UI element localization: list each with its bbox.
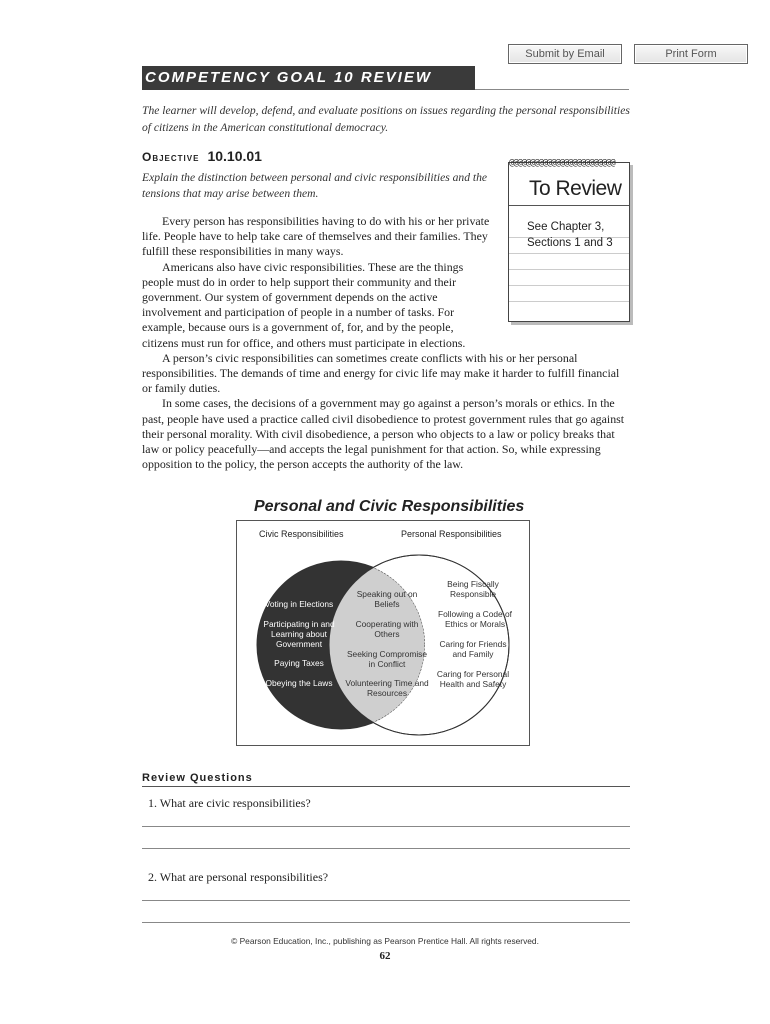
shared-item: Volunteering Time and Resources [345,678,429,698]
shared-item: Speaking out on Beliefs [356,589,418,609]
objective-description: Explain the distinction between personal and civic responsibilities and the tensions that may arise between them. [142,171,488,200]
answer-line[interactable] [142,922,630,923]
notebook-divider [509,205,629,206]
goal-intro: The learner will develop, defend, and evaluate positions on issues regarding the personal responsibilities of citizens in the American constitutional democracy. [142,104,630,134]
personal-item: Being Fiscally Responsible [447,579,499,599]
civic-item: Participating in and Learning about Government [263,619,335,649]
question-1: 1. What are civic responsibilities? [148,796,311,810]
title-rule [475,89,629,90]
paragraph: Americans also have civic responsibilities. These are the things people must do in order to help support their community and their government. Our system of government depends on the active involvement and participation of people in a number of tasks. For example, because ours is a government of, for, and by the people, citizens must run for office, and others must participate in elections. [142,259,466,350]
personal-heading: Personal Responsibilities [401,529,502,539]
objective-number: 10.10.01 [207,148,262,164]
civic-item: Paying Taxes [274,658,324,668]
shared-item: Seeking Compromise in Conflict [346,649,428,669]
paragraph: Every person has responsibilities having to do with his or her private life. People have to help take care of themselves and their families. They fulfill these responsibilities in many ways. [142,214,490,259]
civic-item: Voting in Elections [264,599,334,609]
copyright-footer: © Pearson Education, Inc., publishing as Pearson Prentice Hall. All rights reserved. [231,936,539,946]
civic-heading: Civic Responsibilities [259,529,344,539]
page-number: 62 [379,950,391,962]
review-questions-heading: Review Questions [142,772,253,784]
print-form-button[interactable]: Print Form [634,44,748,64]
personal-item: Following a Code of Ethics or Morals [437,609,513,629]
body-text [142,214,632,472]
paragraph: A person’s civic responsibilities can sometimes create conflicts with his or her personal responsibilities. The demands of time and energy for civic life may make it harder to fulfill financial or family duties. [142,350,620,396]
venn-diagram [236,520,530,746]
submit-by-email-button[interactable]: Submit by Email [508,44,622,64]
paragraph: In some cases, the decisions of a government may go against a person’s morals or ethics. In the past, people have used a practice called civil disobedience to protest government rules that go against their personal morality. With civil disobedience, a person who objects to a law or policy breaks that law or policy peacefully—and accepts the legal punishment for that action. So, while expressing opposition to the policy, the person accepts the authority of the law. [142,396,625,472]
answer-line[interactable] [142,826,630,827]
diagram-title: Personal and Civic Responsibilities [254,498,525,515]
personal-item: Caring for Friends and Family [439,639,507,659]
page-title: COMPETENCY GOAL 10 REVIEW [142,66,475,90]
to-review-text: See Chapter 3, Sections 1 and 3 [527,221,613,249]
objective-label: Objective [142,150,200,164]
review-questions-rule [142,786,630,787]
question-2: 2. What are personal responsibilities? [148,870,329,884]
to-review-title: To Review [529,177,622,200]
objective-heading [142,148,262,164]
answer-line[interactable] [142,848,630,849]
answer-line[interactable] [142,900,630,901]
shared-item: Cooperating with Others [355,619,419,639]
civic-item: Obeying the Laws [265,678,333,688]
personal-item: Caring for Personal Health and Safety [436,669,510,689]
spiral-binding-icon: @@@@@@@@@@@@@@@@@@@@@@@@@ [509,158,615,168]
